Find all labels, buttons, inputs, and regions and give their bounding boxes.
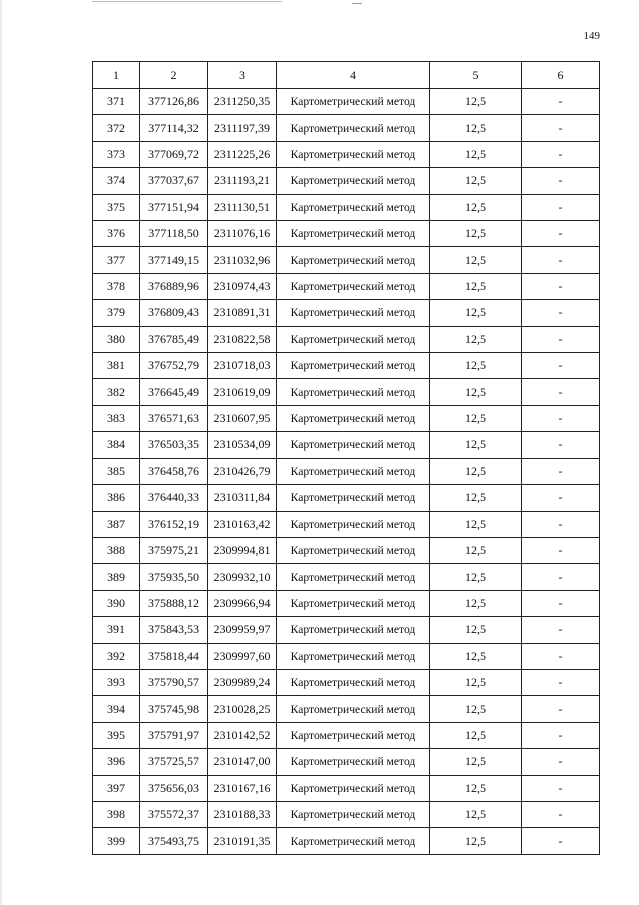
x-coordinate-cell: 376889,96	[140, 273, 208, 299]
y-coordinate-cell: 2311130,51	[208, 194, 277, 220]
table-body	[93, 89, 600, 855]
note-cell: -	[522, 115, 600, 141]
table-row	[93, 696, 600, 722]
note-cell: -	[522, 300, 600, 326]
table-row	[93, 326, 600, 352]
y-coordinate-cell: 2309932,10	[208, 564, 277, 590]
x-coordinate-cell: 377151,94	[140, 194, 208, 220]
y-coordinate-cell: 2310822,58	[208, 326, 277, 352]
method-cell: Картометрический метод	[277, 405, 430, 431]
y-coordinate-cell: 2310619,09	[208, 379, 277, 405]
x-coordinate-cell: 376809,43	[140, 300, 208, 326]
accuracy-cell: 12,5	[430, 458, 522, 484]
note-cell: -	[522, 722, 600, 748]
point-number-cell: 379	[93, 300, 140, 326]
accuracy-cell: 12,5	[430, 432, 522, 458]
note-cell: -	[522, 353, 600, 379]
point-number-cell: 381	[93, 353, 140, 379]
note-cell: -	[522, 485, 600, 511]
table-row	[93, 89, 600, 115]
accuracy-cell: 12,5	[430, 89, 522, 115]
x-coordinate-cell: 375745,98	[140, 696, 208, 722]
note-cell: -	[522, 564, 600, 590]
accuracy-cell: 12,5	[430, 273, 522, 299]
note-cell: -	[522, 168, 600, 194]
x-coordinate-cell: 375725,57	[140, 749, 208, 775]
note-cell: -	[522, 590, 600, 616]
point-number-cell: 375	[93, 194, 140, 220]
method-cell: Картометрический метод	[277, 722, 430, 748]
point-number-cell: 399	[93, 828, 140, 854]
method-cell: Картометрический метод	[277, 537, 430, 563]
note-cell: -	[522, 194, 600, 220]
method-cell: Картометрический метод	[277, 749, 430, 775]
point-number-cell: 390	[93, 590, 140, 616]
coordinates-table	[92, 61, 600, 855]
x-coordinate-cell: 377149,15	[140, 247, 208, 273]
x-coordinate-cell: 376458,76	[140, 458, 208, 484]
accuracy-cell: 12,5	[430, 590, 522, 616]
note-cell: -	[522, 828, 600, 854]
accuracy-cell: 12,5	[430, 643, 522, 669]
note-cell: -	[522, 537, 600, 563]
point-number-cell: 391	[93, 617, 140, 643]
table-row	[93, 537, 600, 563]
accuracy-cell: 12,5	[430, 300, 522, 326]
y-coordinate-cell: 2310891,31	[208, 300, 277, 326]
table-row	[93, 458, 600, 484]
method-cell: Картометрический метод	[277, 221, 430, 247]
method-cell: Картометрический метод	[277, 247, 430, 273]
page-left-edge	[0, 0, 3, 905]
y-coordinate-cell: 2310607,95	[208, 405, 277, 431]
table-row	[93, 194, 600, 220]
method-cell: Картометрический метод	[277, 353, 430, 379]
y-coordinate-cell: 2310147,00	[208, 749, 277, 775]
accuracy-cell: 12,5	[430, 247, 522, 273]
note-cell: -	[522, 432, 600, 458]
y-coordinate-cell: 2309994,81	[208, 537, 277, 563]
y-coordinate-cell: 2310142,52	[208, 722, 277, 748]
accuracy-cell: 12,5	[430, 326, 522, 352]
method-cell: Картометрический метод	[277, 432, 430, 458]
x-coordinate-cell: 376571,63	[140, 405, 208, 431]
x-coordinate-cell: 375572,37	[140, 801, 208, 827]
note-cell: -	[522, 775, 600, 801]
y-coordinate-cell: 2310311,84	[208, 485, 277, 511]
table-row	[93, 141, 600, 167]
header-cell: 5	[430, 62, 522, 89]
x-coordinate-cell: 375975,21	[140, 537, 208, 563]
x-coordinate-cell: 375935,50	[140, 564, 208, 590]
y-coordinate-cell: 2310167,16	[208, 775, 277, 801]
x-coordinate-cell: 375888,12	[140, 590, 208, 616]
method-cell: Картометрический метод	[277, 590, 430, 616]
method-cell: Картометрический метод	[277, 89, 430, 115]
x-coordinate-cell: 375493,75	[140, 828, 208, 854]
method-cell: Картометрический метод	[277, 273, 430, 299]
accuracy-cell: 12,5	[430, 115, 522, 141]
table-row	[93, 432, 600, 458]
table-row	[93, 828, 600, 854]
y-coordinate-cell: 2310163,42	[208, 511, 277, 537]
method-cell: Картометрический метод	[277, 669, 430, 695]
method-cell: Картометрический метод	[277, 379, 430, 405]
point-number-cell: 387	[93, 511, 140, 537]
method-cell: Картометрический метод	[277, 300, 430, 326]
y-coordinate-cell: 2310718,03	[208, 353, 277, 379]
y-coordinate-cell: 2311225,26	[208, 141, 277, 167]
x-coordinate-cell: 375656,03	[140, 775, 208, 801]
note-cell: -	[522, 801, 600, 827]
accuracy-cell: 12,5	[430, 828, 522, 854]
accuracy-cell: 12,5	[430, 669, 522, 695]
y-coordinate-cell: 2310426,79	[208, 458, 277, 484]
point-number-cell: 372	[93, 115, 140, 141]
accuracy-cell: 12,5	[430, 617, 522, 643]
x-coordinate-cell: 377118,50	[140, 221, 208, 247]
table-row	[93, 511, 600, 537]
x-coordinate-cell: 375790,57	[140, 669, 208, 695]
x-coordinate-cell: 376785,49	[140, 326, 208, 352]
accuracy-cell: 12,5	[430, 537, 522, 563]
point-number-cell: 383	[93, 405, 140, 431]
accuracy-cell: 12,5	[430, 405, 522, 431]
point-number-cell: 380	[93, 326, 140, 352]
point-number-cell: 398	[93, 801, 140, 827]
top-mark	[352, 0, 362, 4]
accuracy-cell: 12,5	[430, 168, 522, 194]
x-coordinate-cell: 376503,35	[140, 432, 208, 458]
table-header-row	[93, 62, 600, 89]
y-coordinate-cell: 2309966,94	[208, 590, 277, 616]
point-number-cell: 374	[93, 168, 140, 194]
accuracy-cell: 12,5	[430, 221, 522, 247]
point-number-cell: 388	[93, 537, 140, 563]
point-number-cell: 385	[93, 458, 140, 484]
note-cell: -	[522, 379, 600, 405]
table-row	[93, 590, 600, 616]
point-number-cell: 371	[93, 89, 140, 115]
method-cell: Картометрический метод	[277, 828, 430, 854]
accuracy-cell: 12,5	[430, 696, 522, 722]
point-number-cell: 397	[93, 775, 140, 801]
table-row	[93, 775, 600, 801]
table-row	[93, 564, 600, 590]
header-cell: 6	[522, 62, 600, 89]
accuracy-cell: 12,5	[430, 194, 522, 220]
point-number-cell: 386	[93, 485, 140, 511]
y-coordinate-cell: 2311250,35	[208, 89, 277, 115]
accuracy-cell: 12,5	[430, 511, 522, 537]
header-cell: 3	[208, 62, 277, 89]
accuracy-cell: 12,5	[430, 564, 522, 590]
table-row	[93, 221, 600, 247]
accuracy-cell: 12,5	[430, 801, 522, 827]
accuracy-cell: 12,5	[430, 722, 522, 748]
note-cell: -	[522, 669, 600, 695]
table-row	[93, 643, 600, 669]
note-cell: -	[522, 617, 600, 643]
note-cell: -	[522, 405, 600, 431]
x-coordinate-cell: 376152,19	[140, 511, 208, 537]
table-row	[93, 247, 600, 273]
page-number: 149	[583, 30, 600, 42]
note-cell: -	[522, 458, 600, 484]
method-cell: Картометрический метод	[277, 564, 430, 590]
point-number-cell: 396	[93, 749, 140, 775]
table-row	[93, 669, 600, 695]
y-coordinate-cell: 2311076,16	[208, 221, 277, 247]
table-row	[93, 722, 600, 748]
x-coordinate-cell: 376645,49	[140, 379, 208, 405]
point-number-cell: 373	[93, 141, 140, 167]
point-number-cell: 377	[93, 247, 140, 273]
accuracy-cell: 12,5	[430, 379, 522, 405]
x-coordinate-cell: 377037,67	[140, 168, 208, 194]
table-row	[93, 405, 600, 431]
header-cell: 4	[277, 62, 430, 89]
table-row	[93, 485, 600, 511]
table-row	[93, 353, 600, 379]
method-cell: Картометрический метод	[277, 326, 430, 352]
point-number-cell: 384	[93, 432, 140, 458]
table-row	[93, 749, 600, 775]
point-number-cell: 394	[93, 696, 140, 722]
point-number-cell: 392	[93, 643, 140, 669]
x-coordinate-cell: 375791,97	[140, 722, 208, 748]
method-cell: Картометрический метод	[277, 617, 430, 643]
method-cell: Картометрический метод	[277, 194, 430, 220]
note-cell: -	[522, 749, 600, 775]
table-row	[93, 300, 600, 326]
top-rule	[92, 1, 282, 2]
table-row	[93, 801, 600, 827]
y-coordinate-cell: 2310191,35	[208, 828, 277, 854]
note-cell: -	[522, 247, 600, 273]
table-row	[93, 115, 600, 141]
y-coordinate-cell: 2310188,33	[208, 801, 277, 827]
x-coordinate-cell: 376752,79	[140, 353, 208, 379]
point-number-cell: 382	[93, 379, 140, 405]
y-coordinate-cell: 2311032,96	[208, 247, 277, 273]
point-number-cell: 393	[93, 669, 140, 695]
accuracy-cell: 12,5	[430, 353, 522, 379]
method-cell: Картометрический метод	[277, 458, 430, 484]
point-number-cell: 395	[93, 722, 140, 748]
note-cell: -	[522, 326, 600, 352]
note-cell: -	[522, 89, 600, 115]
method-cell: Картометрический метод	[277, 775, 430, 801]
y-coordinate-cell: 2310974,43	[208, 273, 277, 299]
x-coordinate-cell: 375818,44	[140, 643, 208, 669]
accuracy-cell: 12,5	[430, 141, 522, 167]
method-cell: Картометрический метод	[277, 168, 430, 194]
y-coordinate-cell: 2309989,24	[208, 669, 277, 695]
header-cell: 1	[93, 62, 140, 89]
note-cell: -	[522, 141, 600, 167]
method-cell: Картометрический метод	[277, 696, 430, 722]
method-cell: Картометрический метод	[277, 801, 430, 827]
y-coordinate-cell: 2310028,25	[208, 696, 277, 722]
accuracy-cell: 12,5	[430, 485, 522, 511]
method-cell: Картометрический метод	[277, 511, 430, 537]
point-number-cell: 378	[93, 273, 140, 299]
y-coordinate-cell: 2311197,39	[208, 115, 277, 141]
method-cell: Картометрический метод	[277, 643, 430, 669]
x-coordinate-cell: 375843,53	[140, 617, 208, 643]
note-cell: -	[522, 643, 600, 669]
x-coordinate-cell: 377126,86	[140, 89, 208, 115]
note-cell: -	[522, 221, 600, 247]
note-cell: -	[522, 511, 600, 537]
note-cell: -	[522, 273, 600, 299]
table-row	[93, 273, 600, 299]
method-cell: Картометрический метод	[277, 141, 430, 167]
point-number-cell: 389	[93, 564, 140, 590]
x-coordinate-cell: 376440,33	[140, 485, 208, 511]
y-coordinate-cell: 2309997,60	[208, 643, 277, 669]
y-coordinate-cell: 2311193,21	[208, 168, 277, 194]
x-coordinate-cell: 377114,32	[140, 115, 208, 141]
x-coordinate-cell: 377069,72	[140, 141, 208, 167]
table-row	[93, 617, 600, 643]
note-cell: -	[522, 696, 600, 722]
y-coordinate-cell: 2309959,97	[208, 617, 277, 643]
header-cell: 2	[140, 62, 208, 89]
method-cell: Картометрический метод	[277, 485, 430, 511]
table-row	[93, 379, 600, 405]
accuracy-cell: 12,5	[430, 749, 522, 775]
point-number-cell: 376	[93, 221, 140, 247]
table-row	[93, 168, 600, 194]
y-coordinate-cell: 2310534,09	[208, 432, 277, 458]
accuracy-cell: 12,5	[430, 775, 522, 801]
method-cell: Картометрический метод	[277, 115, 430, 141]
